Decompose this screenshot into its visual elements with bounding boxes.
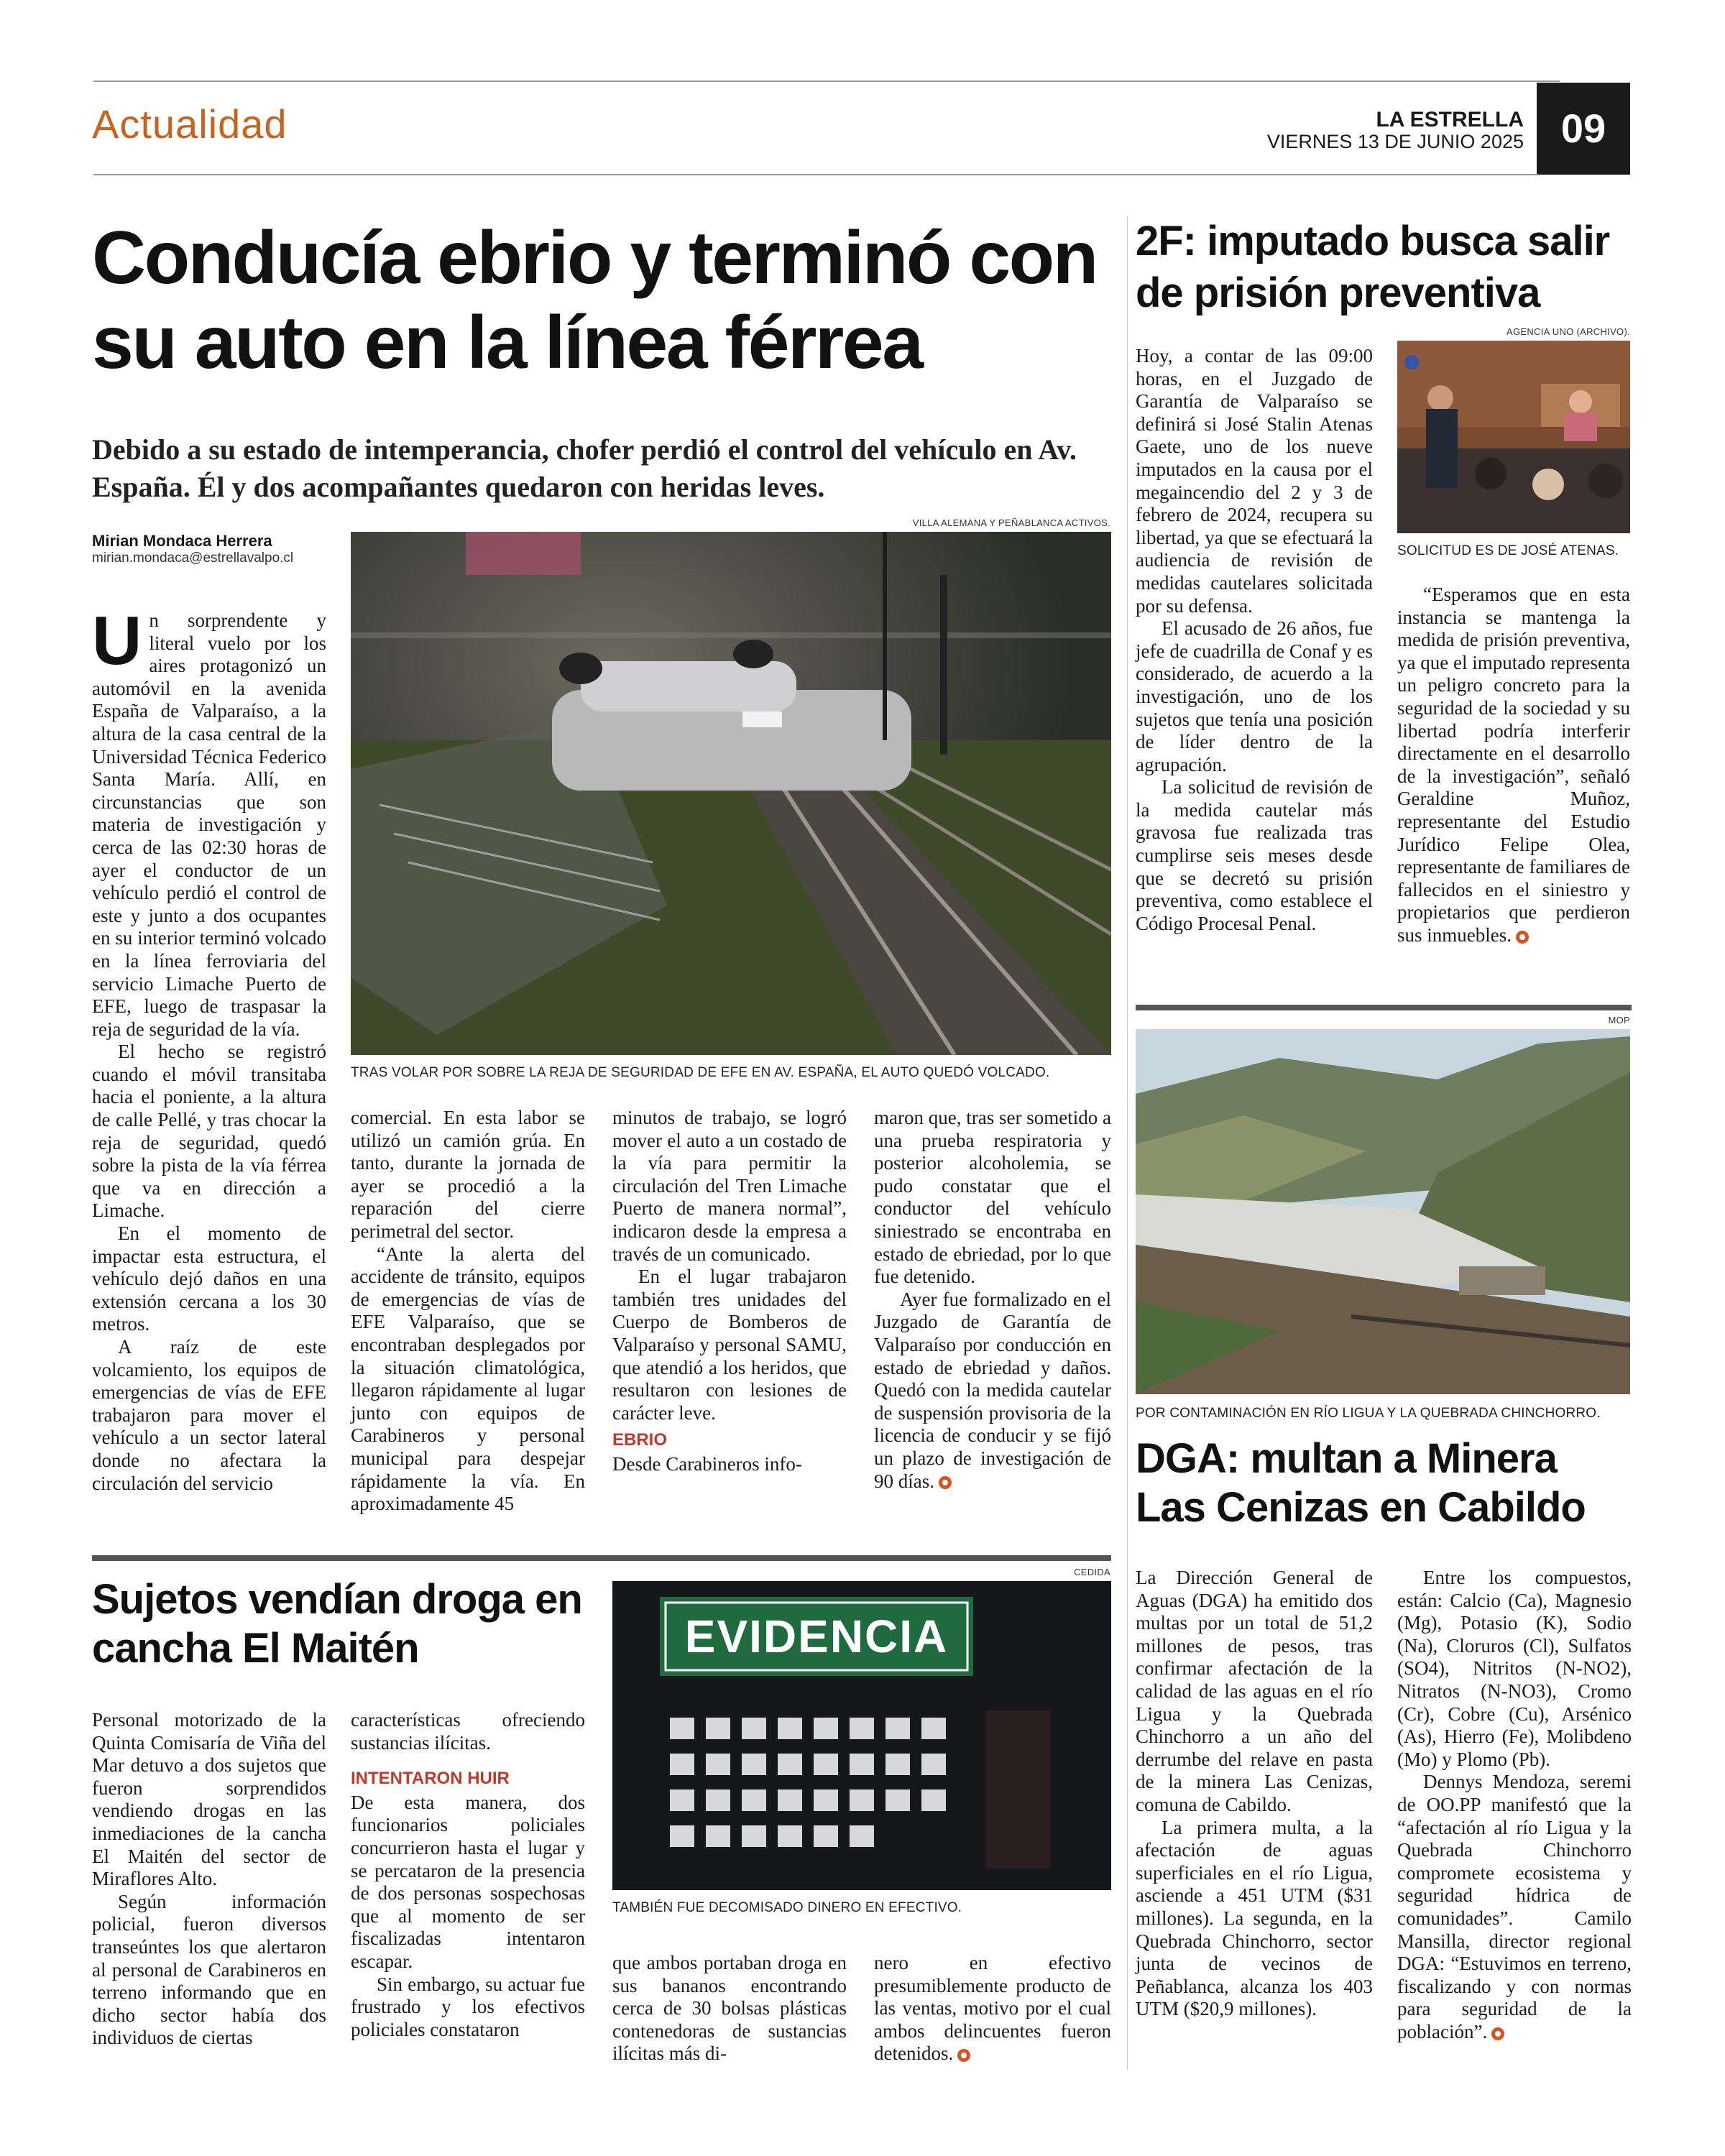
- lead-column-2: [351, 1107, 585, 1516]
- side-bottom-photo-valley: [1136, 1029, 1630, 1394]
- side-top-paragraph-4: “Esperamos que en esta instancia se mantenga la medida de prisión preventiva, ya que el imputado representa un peligro concreto para la seguridad de la sociedad y su libertad podría interferir directamente en el desarrollo de la investigación”, señaló Geraldine Muñoz, representante del Estudio Jurídico Felipe Olea, representante de familiares de fallecidos en el siniestro y propietarios que perdieron sus inmuebles.: [1397, 584, 1630, 946]
- drug-photo-evidence: [612, 1581, 1111, 1890]
- lead-paragraph-3: En el momento de impactar esta estructura, el vehículo dejó daños en una extensión cercana a los 30 metros.: [92, 1222, 326, 1335]
- lead-headline: Conducía ebrio y terminó con su auto en la línea férrea: [92, 216, 1097, 384]
- lead-col4-paragraph-1: maron que, tras ser sometido a una prueba respiratoria y posterior alcoholemia, se pudo constatar que el conductor del vehículo siniestrado se encontraba en estado de ebriedad, por lo que fue detenido.: [874, 1107, 1111, 1288]
- drug-paragraph-2: Según información policial, fueron diversos transeúntes los que alertaron al personal de Carabineros en terreno informando que en dicho sector había dos individuos de ciertas: [92, 1890, 326, 2049]
- lead-column-3: [612, 1107, 847, 1476]
- byline-author: Mirian Mondaca Herrera: [92, 532, 272, 550]
- side-bottom-paragraph-2: La primera multa, a la afectación de aguas superficiales en el río Ligua, asciende a 451 UTM ($31 millones). La segunda, en la Quebrada Chinchorro, sector junta de vecinos de Peñablanca, alcanza los 403 UTM ($20,9 millones).: [1136, 1816, 1373, 2020]
- lead-col2-paragraph-2: “Ante la alerta del accidente de tránsito, equipos de emergencias de vías de EFE Valparaíso, que se encontraban desplegados por la situación climatológica, llegaron rápidamente al lugar junto con equipos de Carabineros y personal municipal para despejar rápidamente la vía. En aproximadamente 45: [351, 1243, 585, 1515]
- paper-name: LA ESTRELLA: [1376, 108, 1524, 132]
- end-mark-icon: [957, 2049, 970, 2062]
- lead-subhead-ebrio: EBRIO: [612, 1430, 668, 1450]
- end-mark-icon: [939, 1476, 952, 1489]
- drug-subhead-intentaron-huir: INTENTARON HUIR: [351, 1769, 510, 1789]
- side-bottom-paragraph-3: Entre los compuestos, están: Calcio (Ca), Magnesio (Mg), Potasio (K), Sodio (Na), Cloruros (Cl), Sulfatos (SO4), Nitritos (N-NO2), Nitratos (N-NO3), Cromo (Cr), Cobre (Cu), Arsénico (As), Hierro (Fe), Molibdeno (Mo) y Plomo (Pb).: [1397, 1567, 1632, 1770]
- end-mark-icon: [1516, 931, 1529, 944]
- issue-date: VIERNES 13 DE JUNIO 2025: [1266, 131, 1524, 152]
- lead-photo-credit: VILLA ALEMANA Y PEÑABLANCA ACTIVOS.: [912, 517, 1110, 528]
- lead-col3-paragraph-3: Desde Carabineros info-: [612, 1452, 802, 1475]
- side-top-column-1: [1136, 345, 1373, 935]
- lead-deck: Debido a su estado de intemperancia, chofer perdió el control del vehículo en Av. España. Él y dos acompañantes quedaron con heridas leves.: [92, 433, 1077, 503]
- lead-paragraph-1: n sorprendente y literal vuelo por los aires protagonizó un automóvil en la avenida España de Valparaíso, a la altura de la casa central de la Universidad Técnica Federico Santa María. Allí, en circunstancias que son materia de investigación y cerca de las 02:30 horas de ayer el conductor de un vehículo perdió el control de este y junto a dos ocupantes en su interior terminó volcado en la línea ferroviaria del servicio Limache Puerto de EFE, luego de traspasar la reja de seguridad de la vía.: [92, 609, 326, 1040]
- drug-column-4: [874, 1952, 1111, 2065]
- drug-column-3: [612, 1952, 847, 2065]
- side-bottom-headline: DGA: multan a Minera Las Cenizas en Cabildo: [1136, 1435, 1586, 1531]
- side-top-photo-credit: AGENCIA UNO (ARCHIVO).: [1506, 326, 1630, 337]
- drug-paragraph-4: De esta manera, dos funcionarios policiales concurrieron hasta el lugar y se percataron de la presencia de dos personas sospechosas que al momento de ser fiscalizadas intentaron escapar.: [351, 1791, 585, 1972]
- side-bottom-column-2: [1397, 1567, 1632, 2043]
- drop-cap: U: [92, 602, 142, 679]
- lead-paragraph-4: A raíz de este volcamiento, los equipos de emergencias de vías de EFE trabajaron para mover el vehículo a un sector lateral donde no afectara la circulación del servicio: [92, 1336, 326, 1494]
- drug-paragraph-1: Personal motorizado de la Quinta Comisaría de Viña del Mar detuvo a dos sujetos que fueron sorprendidos vendiendo drogas en las inmediaciones de la cancha El Maitén del sector de Miraflores Alto.: [92, 1709, 326, 1890]
- side-top-paragraph-3: La solicitud de revisión de la medida cautelar más gravosa fue realizada tras cumplirse seis meses desde que se decretó su prisión preventiva, como establece el Código Procesal Penal.: [1136, 776, 1373, 934]
- lead-photo-caption: TRAS VOLAR POR SOBRE LA REJA DE SEGURIDAD DE EFE EN AV. ESPAÑA, EL AUTO QUEDÓ VOLCADO.: [351, 1065, 1050, 1080]
- side-bottom-photo-credit: MOP: [1608, 1015, 1630, 1026]
- side-top-paragraph-2: El acusado de 26 años, fue jefe de cuadrilla de Conaf y es considerado, de acuerdo a la investigación, uno de los sujetos que tenía una posición de líder dentro de la agrupación.: [1136, 617, 1373, 775]
- side-bottom-photo-caption: POR CONTAMINACIÓN EN RÍO LIGUA Y LA QUEBRADA CHINCHORRO.: [1136, 1406, 1601, 1421]
- lead-column-4: [874, 1107, 1111, 1493]
- side-top-photo-caption: SOLICITUD ES DE JOSÉ ATENAS.: [1397, 543, 1619, 558]
- side-top-photo-courtroom: [1397, 341, 1630, 533]
- lead-col3-paragraph-1: minutos de trabajo, se logró mover el auto a un costado de la vía para permitir la circulación del Tren Limache Puerto de manera normal”, indicaron desde la empresa a través de un comunicado.: [612, 1107, 847, 1265]
- drug-column-1: [92, 1709, 326, 2050]
- evidence-sign: EVIDENCIA: [684, 1611, 949, 1662]
- end-mark-icon: [1491, 2027, 1504, 2040]
- side-bottom-paragraph-1: La Dirección General de Aguas (DGA) ha emitido dos multas por un total de 51,2 millones de pesos, tras confirmar afectación de la calidad de las aguas en el río Ligua y la Quebrada Chinchorro a un año del derrumbe del relave en pasta de la minera Las Cenizas, comuna de Cabildo.: [1136, 1567, 1373, 1815]
- lead-col3-paragraph-2: En el lugar trabajaron también tres unidades del Cuerpo de Bomberos de Valparaíso y personal SAMU, que atendió a los heridos, que resultaron con lesiones de carácter leve.: [612, 1266, 847, 1424]
- side-top-headline: 2F: imputado busca salir de prisión preventiva: [1136, 218, 1610, 316]
- drug-top-rule: [92, 1555, 1111, 1561]
- drug-column-2: [351, 1709, 585, 2041]
- side-top-column-2: [1397, 584, 1630, 947]
- side-bottom-top-rule: [1136, 1005, 1632, 1010]
- column-divider: [1127, 216, 1128, 2070]
- side-bottom-paragraph-4: Dennys Mendoza, seremi de OO.PP manifestó que la “afectación al río Ligua y la Quebrada Chinchorro compromete ecosistema y seguridad hídrica de comunidades”. Camilo Mansilla, director regional DGA: “Estuvimos en terreno, fiscalizando y con normas para seguridad de la población”.: [1397, 1771, 1632, 2042]
- side-bottom-column-1: [1136, 1567, 1373, 2021]
- drug-paragraph-6: que ambos portaban droga en sus bananos encontrando cerca de 30 bolsas plásticas contenedoras de sustancias ilícitas más di-: [612, 1952, 847, 2065]
- drug-paragraph-7: nero en efectivo presumiblemente producto de las ventas, motivo por el cual ambos delincuentes fueron detenidos.: [874, 1952, 1111, 2065]
- section-label: Actualidad: [92, 101, 288, 147]
- lead-column-1: [92, 602, 326, 1495]
- side-top-paragraph-1: Hoy, a contar de las 09:00 horas, en el Juzgado de Garantía de Valparaíso se definirá si José Stalin Atenas Gaete, uno de los nueve imputados en la causa por el megaincendio del 2 y 3 de febrero de 2024, recupera su libertad, ya que se efectuará la audiencia de revisión de medidas cautelares solicitada por su defensa.: [1136, 345, 1373, 617]
- drug-paragraph-5: Sin embargo, su actuar fue frustrado y los efectivos policiales constataron: [351, 1973, 585, 2040]
- byline-email: mirian.mondaca@estrellavalpo.cl: [92, 550, 294, 566]
- lead-photo-overturned-car: [351, 532, 1111, 1055]
- drug-photo-caption: TAMBIÉN FUE DECOMISADO DINERO EN EFECTIVO.: [612, 1900, 962, 1915]
- lead-paragraph-2: El hecho se registró cuando el móvil transitaba hacia el poniente, a la altura de calle Pellé, y tras chocar la reja de seguridad, quedó sobre la pista de la vía férrea que va en dirección a Limache.: [92, 1041, 326, 1222]
- lead-col2-paragraph-1: comercial. En esta labor se utilizó un camión grúa. En tanto, durante la jornada de ayer se procedió a la reparación del cierre perimetral del sector.: [351, 1107, 585, 1242]
- page-number: 09: [1537, 83, 1630, 175]
- lead-col4-paragraph-2: Ayer fue formalizado en el Juzgado de Garantía de Valparaíso por conducción en estado de ebriedad y daños. Quedó con la medida cautelar de suspensión provisoria de la licencia de conducir y se fijó un plazo de investigación de 90 días.: [874, 1288, 1111, 1492]
- header-bottom-rule: [93, 174, 1538, 175]
- top-rule: [93, 80, 1560, 82]
- drug-paragraph-3: características ofreciendo sustancias ilícitas.: [351, 1709, 585, 1754]
- drug-headline: Sujetos vendían droga en cancha El Maitén: [92, 1576, 582, 1672]
- drug-photo-credit: CEDIDA: [1074, 1567, 1110, 1577]
